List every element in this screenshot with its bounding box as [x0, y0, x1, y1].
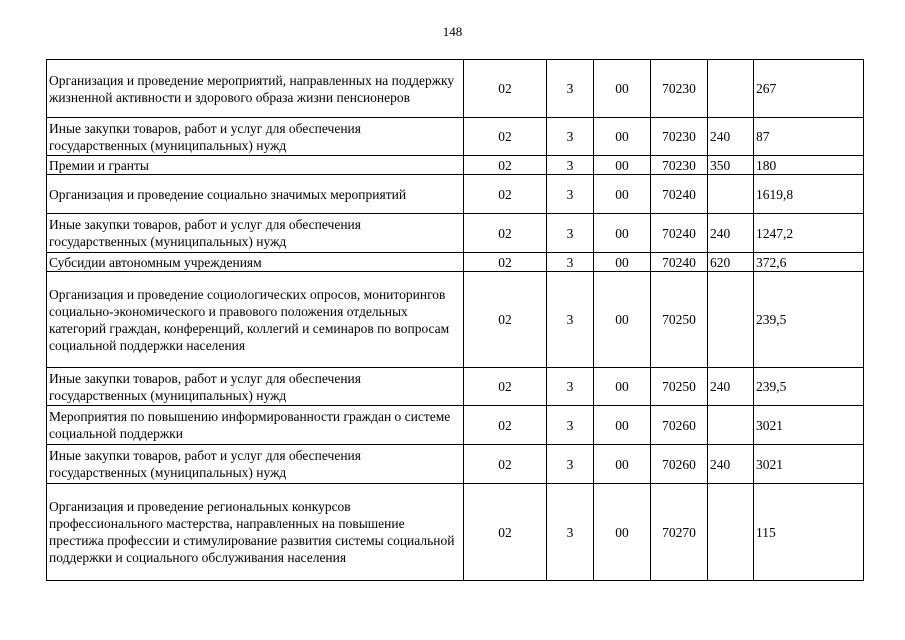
row-amount: 372,6: [754, 253, 864, 272]
row-code-3: 00: [594, 118, 651, 156]
row-code-5: 240: [708, 214, 754, 253]
row-description: Иные закупки товаров, работ и услуг для обеспечения государственных (муниципальных) нужд: [47, 118, 464, 156]
row-amount: 239,5: [754, 368, 864, 406]
row-description: Премии и гранты: [47, 156, 464, 175]
row-code-2: 3: [547, 214, 594, 253]
budget-table: [46, 59, 864, 581]
row-code-2: 3: [547, 484, 594, 581]
row-description: Организация и проведение региональных конкурсов профессионального мастерства, направленных на повышение престижа профессии и стимулирование развития системы социальной поддержки и социального обслуживания населения: [47, 484, 464, 581]
row-code-2: 3: [547, 118, 594, 156]
row-code-4: 70230: [651, 156, 708, 175]
table-row: [47, 406, 864, 445]
table-row: [47, 484, 864, 581]
row-code-4: 70240: [651, 175, 708, 214]
row-code-3: 00: [594, 272, 651, 368]
row-code-5: [708, 484, 754, 581]
table-row: [47, 175, 864, 214]
row-code-1: 02: [464, 175, 547, 214]
row-code-1: 02: [464, 272, 547, 368]
row-code-3: 00: [594, 484, 651, 581]
row-amount: 1247,2: [754, 214, 864, 253]
row-code-2: 3: [547, 368, 594, 406]
row-code-1: 02: [464, 60, 547, 118]
table-row: [47, 60, 864, 118]
row-description: Иные закупки товаров, работ и услуг для обеспечения государственных (муниципальных) нужд: [47, 445, 464, 484]
row-description: Мероприятия по повышению информированности граждан о системе социальной поддержки: [47, 406, 464, 445]
row-code-1: 02: [464, 253, 547, 272]
row-code-2: 3: [547, 156, 594, 175]
row-code-5: [708, 60, 754, 118]
table-row: [47, 118, 864, 156]
row-description: Субсидии автономным учреждениям: [47, 253, 464, 272]
row-code-2: 3: [547, 175, 594, 214]
row-code-4: 70230: [651, 118, 708, 156]
table-row: [47, 368, 864, 406]
table-row: [47, 214, 864, 253]
row-amount: 180: [754, 156, 864, 175]
row-code-5: [708, 272, 754, 368]
row-code-3: 00: [594, 175, 651, 214]
row-amount: 87: [754, 118, 864, 156]
row-code-1: 02: [464, 406, 547, 445]
page-number: 148: [442, 24, 463, 39]
row-code-4: 70250: [651, 272, 708, 368]
table-row: [47, 445, 864, 484]
row-code-5: 620: [708, 253, 754, 272]
row-code-5: 240: [708, 445, 754, 484]
row-description: Организация и проведение социологических опросов, мониторингов социально-экономического и правового положения отдельных категорий граждан, конференций, коллегий и семинаров по вопросам социальной поддержки населения: [47, 272, 464, 368]
table-row: [47, 272, 864, 368]
row-code-2: 3: [547, 60, 594, 118]
row-code-4: 70240: [651, 214, 708, 253]
row-description: Иные закупки товаров, работ и услуг для обеспечения государственных (муниципальных) нужд: [47, 214, 464, 253]
row-code-1: 02: [464, 214, 547, 253]
row-code-2: 3: [547, 406, 594, 445]
row-code-3: 00: [594, 406, 651, 445]
row-description: Иные закупки товаров, работ и услуг для обеспечения государственных (муниципальных) нужд: [47, 368, 464, 406]
row-code-1: 02: [464, 445, 547, 484]
row-code-2: 3: [547, 445, 594, 484]
row-code-3: 00: [594, 253, 651, 272]
row-code-1: 02: [464, 156, 547, 175]
row-code-2: 3: [547, 253, 594, 272]
row-code-3: 00: [594, 60, 651, 118]
row-code-5: 240: [708, 118, 754, 156]
row-code-4: 70260: [651, 445, 708, 484]
row-code-4: 70270: [651, 484, 708, 581]
row-code-1: 02: [464, 118, 547, 156]
table-row: [47, 253, 864, 272]
row-code-4: 70230: [651, 60, 708, 118]
row-code-5: [708, 406, 754, 445]
row-amount: 3021: [754, 406, 864, 445]
row-description: Организация и проведение социально значимых мероприятий: [47, 175, 464, 214]
row-code-2: 3: [547, 272, 594, 368]
row-code-1: 02: [464, 368, 547, 406]
table-row: [47, 156, 864, 175]
row-code-3: 00: [594, 214, 651, 253]
row-code-3: 00: [594, 368, 651, 406]
row-amount: 3021: [754, 445, 864, 484]
row-amount: 239,5: [754, 272, 864, 368]
row-code-3: 00: [594, 156, 651, 175]
row-code-4: 70250: [651, 368, 708, 406]
row-code-3: 00: [594, 445, 651, 484]
row-code-5: [708, 175, 754, 214]
row-code-1: 02: [464, 484, 547, 581]
row-code-5: 350: [708, 156, 754, 175]
row-code-5: 240: [708, 368, 754, 406]
row-code-4: 70240: [651, 253, 708, 272]
row-amount: 1619,8: [754, 175, 864, 214]
row-amount: 115: [754, 484, 864, 581]
row-description: Организация и проведение мероприятий, направленных на поддержку жизненной активности и здорового образа жизни пенсионеров: [47, 60, 464, 118]
row-code-4: 70260: [651, 406, 708, 445]
row-amount: 267: [754, 60, 864, 118]
